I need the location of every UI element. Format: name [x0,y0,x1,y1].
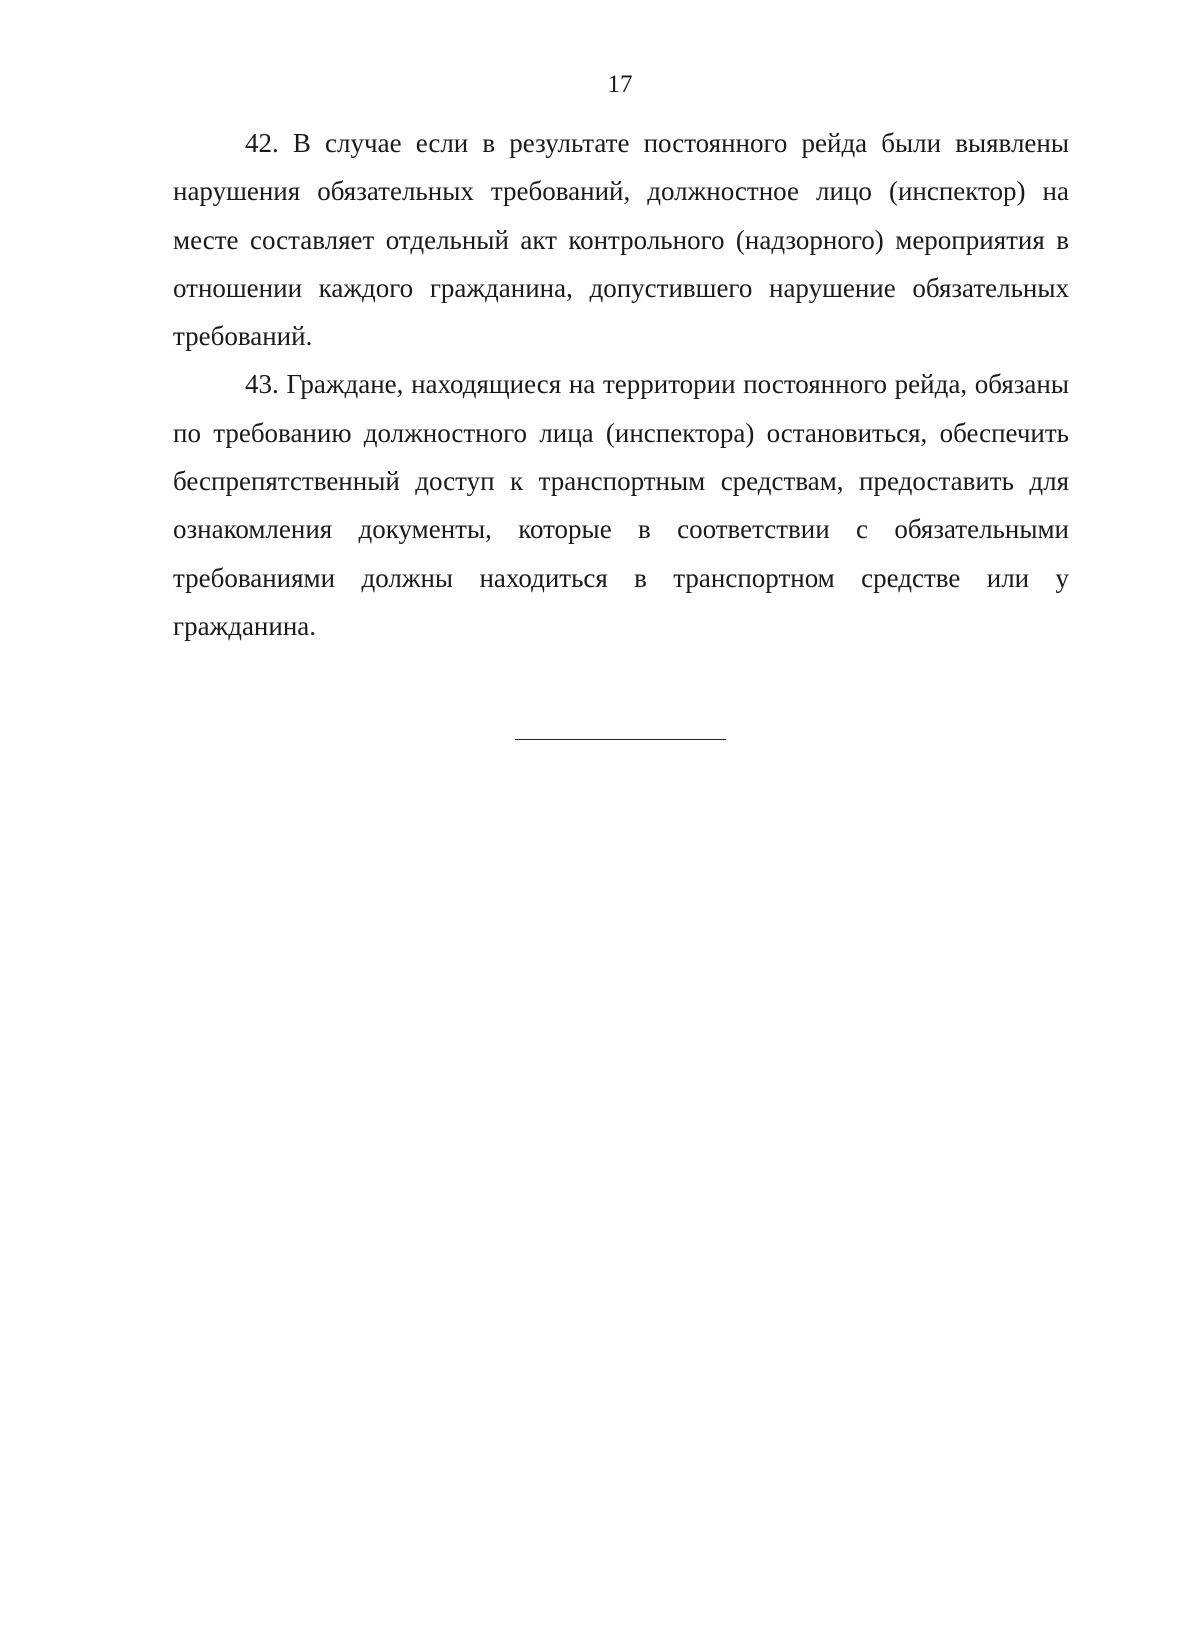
page-number: 17 [607,71,633,98]
document-body [173,119,1069,650]
paragraph-43: 43. Граждане, находящиеся на территории постоянного рейда, обязаны по требованию должностного лица (инспектора) остановиться, обеспечить беспрепятственный доступ к транспортным средствам, предоставить для ознакомления документы, которые в соответствии с обязательными требованиями должны находиться в транспортном средстве или у гражданина. [173,369,1069,641]
paragraph-42: 42. В случае если в результате постоянного рейда были выявлены нарушения обязательных требований, должностное лицо (инспектор) на месте составляет отдельный акт контрольного (надзорного) мероприятия в отношении каждого гражданина, допустившего нарушение обязательных требований. [173,128,1069,352]
end-separator-line [515,739,726,740]
